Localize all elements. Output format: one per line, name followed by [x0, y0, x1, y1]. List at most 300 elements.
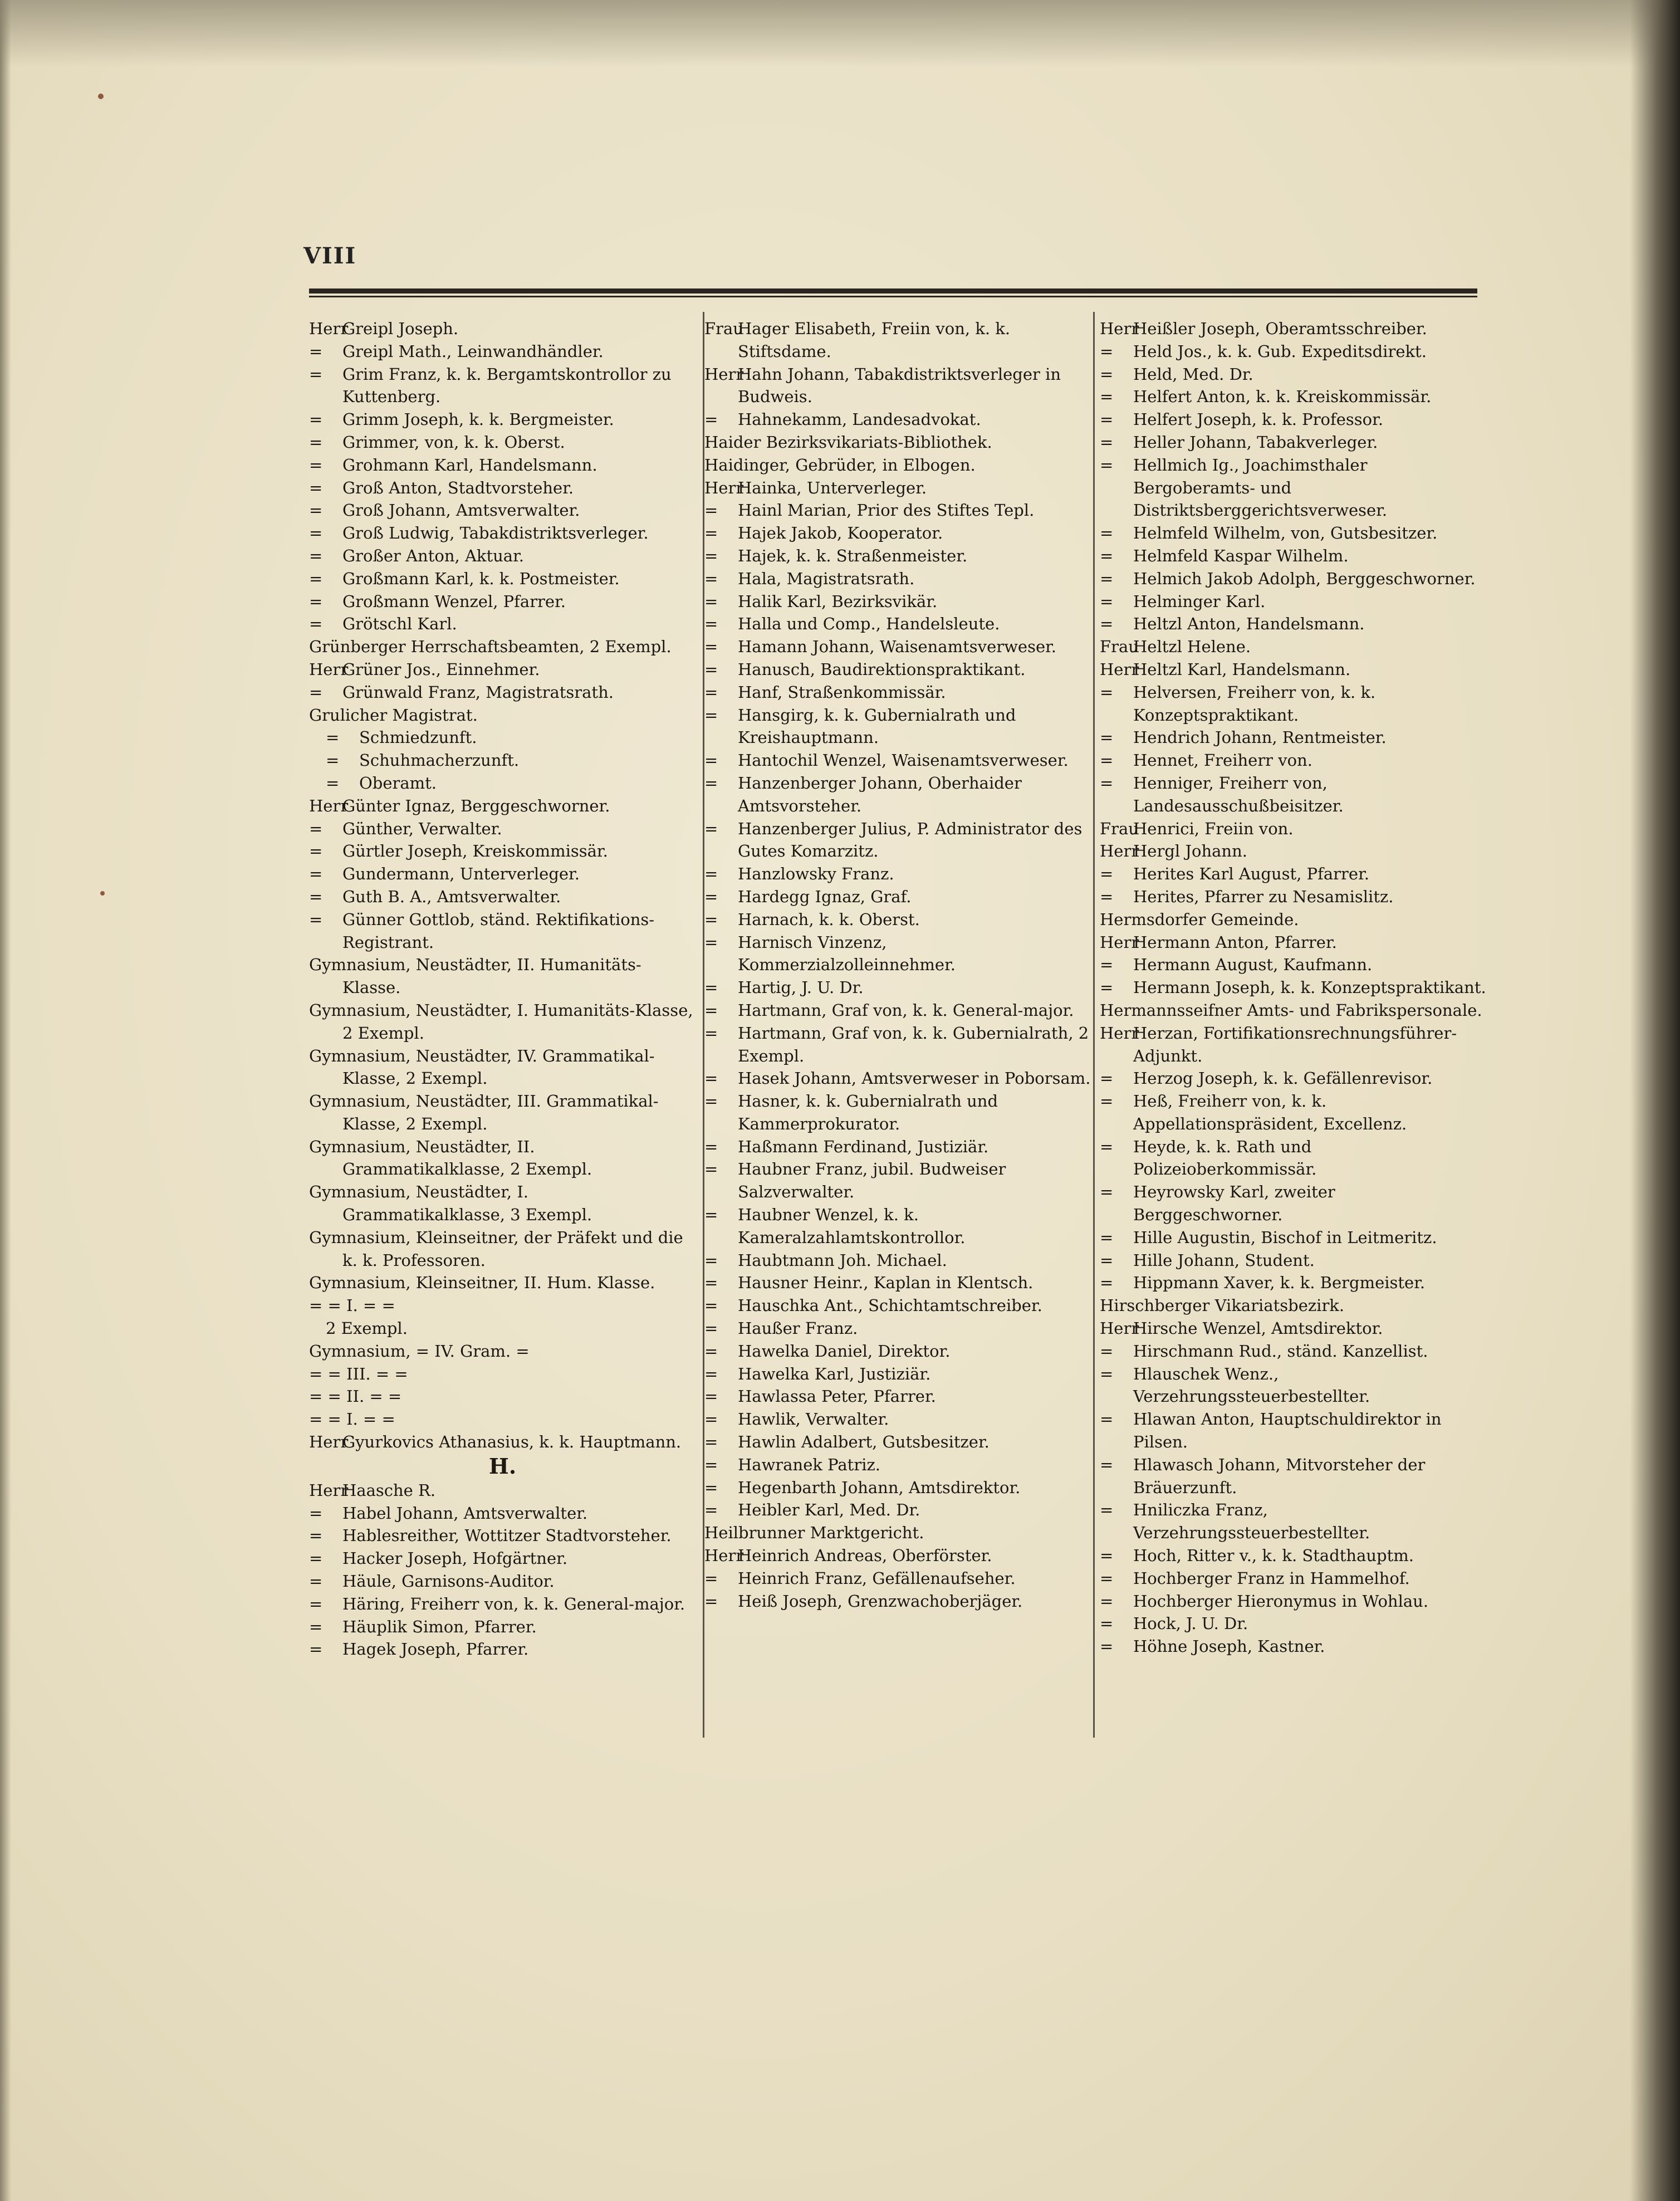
paper-speck [98, 94, 104, 99]
register-entry [1100, 1022, 1487, 1068]
entry-text: Gymnasium, Neustädter, I. Humanitäts-Klasse, 2 Exempl. [309, 1000, 693, 1043]
register-entry [704, 908, 1091, 931]
entry-text: Herites Karl August, Pfarrer. [1133, 864, 1369, 884]
register-entry [1100, 1612, 1487, 1635]
entry-text: Hanusch, Baudirektionspraktikant. [738, 659, 1026, 679]
entry-text: Hellmich Ig., Joachimsthaler Bergoberamts- und Distriktsberggerichtsverweser. [1133, 455, 1388, 520]
register-entry [704, 454, 1091, 477]
entry-text: Haßmann Ferdinand, Justiziär. [738, 1137, 989, 1156]
entry-text: Haußer Franz. [738, 1319, 858, 1338]
entry-text: Habel Johann, Amtsverwalter. [342, 1503, 588, 1523]
entry-text: Heilbrunner Marktgericht. [704, 1523, 924, 1543]
entry-title: = [1100, 455, 1114, 475]
entry-title: = [1100, 1250, 1114, 1270]
entry-title: = [309, 842, 323, 861]
entry-text: Heibler Karl, Med. Dr. [738, 1500, 920, 1520]
entry-text: Hermann Anton, Pfarrer. [1133, 932, 1337, 952]
register-entry [704, 408, 1091, 431]
entry-title: = [704, 1455, 718, 1474]
entry-title: = [1100, 978, 1114, 997]
scan-shadow-left [0, 0, 11, 2201]
entry-text: Grünwald Franz, Magistratsrath. [342, 682, 614, 702]
register-entry [1100, 1067, 1487, 1090]
entry-text: Hniliczka Franz, Verzehrungssteuerbestellter. [1133, 1500, 1370, 1543]
entry-title: = [1100, 1069, 1114, 1088]
register-entry [309, 1136, 696, 1181]
register-entry [1100, 840, 1487, 863]
entry-title: = [1100, 1637, 1114, 1656]
entry-text: Hartig, J. U. Dr. [738, 978, 864, 997]
entry-text: Grimmer, von, k. k. Oberst. [342, 432, 565, 452]
entry-title: = [704, 1160, 718, 1179]
entry-text: Gymnasium, Neustädter, III. Grammatikal-Klasse, 2 Exempl. [309, 1092, 659, 1133]
register-entry [704, 704, 1091, 750]
entry-text: Haider Bezirksvikariats-Bibliothek. [704, 432, 992, 452]
entry-text: Schuhmacherzunft. [359, 751, 520, 770]
register-entry [704, 1363, 1091, 1386]
register-entry [704, 1522, 1091, 1544]
entry-title: = [309, 569, 323, 588]
register-entry [704, 681, 1091, 704]
entry-title: = [1100, 955, 1114, 975]
entry-text: Hala, Magistratsrath. [738, 569, 915, 588]
register-entry [309, 1616, 696, 1638]
register-entry [309, 818, 696, 840]
entry-title: = [704, 1296, 718, 1315]
entry-text: Herzog Joseph, k. k. Gefällenrevisor. [1133, 1069, 1433, 1088]
entry-text: Günther, Verwalter. [342, 819, 502, 838]
entry-title: = [1100, 887, 1114, 906]
entry-text: Hlawasch Johann, Mitvorsteher der Bräuerzunft. [1133, 1455, 1426, 1497]
entry-text: Hainka, Unterverleger. [738, 478, 927, 497]
register-entry [309, 545, 696, 568]
entry-title: Herr [1100, 932, 1139, 952]
entry-text: Groß Johann, Amtsverwalter. [342, 501, 580, 520]
entry-text: Greipl Math., Leinwandhändler. [342, 341, 604, 361]
register-entry [704, 818, 1091, 863]
register-entry [309, 613, 696, 635]
register-entry [704, 886, 1091, 908]
register-entry [309, 1181, 696, 1226]
entry-text: Grohmann Karl, Handelsmann. [342, 455, 597, 475]
register-entry [1100, 1136, 1487, 1181]
register-entry [704, 1294, 1091, 1317]
entry-title: = [1100, 1137, 1114, 1156]
entry-title: = [309, 1594, 323, 1613]
register-entry [309, 317, 696, 340]
entry-text: Helmfeld Wilhelm, von, Gutsbesitzer. [1133, 524, 1438, 543]
entry-title: = [1100, 1568, 1114, 1588]
entry-title: = [1100, 1591, 1114, 1611]
register-entry [704, 590, 1091, 613]
entry-text: Halik Karl, Bezirksvikär. [738, 591, 938, 611]
register-entry [309, 408, 696, 431]
entry-title: = [704, 682, 718, 702]
entry-title: = [704, 637, 718, 657]
entry-title: = [704, 1341, 718, 1361]
entry-text: Günter Ignaz, Berggeschworner. [342, 796, 610, 815]
entry-title: = [704, 546, 718, 565]
register-entry [704, 1158, 1091, 1204]
entry-text: Großmann Karl, k. k. Postmeister. [342, 569, 620, 588]
register-entry [309, 1385, 696, 1408]
register-entry [704, 931, 1091, 977]
entry-text: Heltzl Anton, Handelsmann. [1133, 614, 1365, 634]
entry-text: Gyurkovics Athanasius, k. k. Hauptmann. [342, 1432, 682, 1452]
entry-title: = [704, 887, 718, 906]
register-entry [309, 477, 696, 500]
entry-text: Hausner Heinr., Kaplan in Klentsch. [738, 1273, 1034, 1293]
register-entry [1100, 363, 1487, 386]
register-entry [1100, 658, 1487, 681]
entry-text: Helminger Karl. [1133, 591, 1266, 611]
entry-title: = [704, 659, 718, 679]
entry-text: Hirsche Wenzel, Amtsdirektor. [1133, 1319, 1383, 1338]
entry-title: = [309, 864, 323, 884]
entry-title: = [1100, 569, 1114, 588]
entry-title: = [1100, 751, 1114, 770]
entry-text: Hippmann Xaver, k. k. Bergmeister. [1133, 1273, 1426, 1293]
entry-text: Heyrowsky Karl, zweiter Berggeschworner. [1133, 1182, 1335, 1225]
entry-title: = [309, 1640, 323, 1659]
entry-text: Hoch, Ritter v., k. k. Stadthauptm. [1133, 1546, 1414, 1566]
entry-text: Helmfeld Kaspar Wilhelm. [1133, 546, 1349, 565]
register-entry [704, 1067, 1091, 1090]
page-number: VIII [303, 243, 357, 269]
entry-title: = [704, 1023, 718, 1043]
register-entry [309, 1045, 696, 1090]
entry-text: Gymnasium, Kleinseitner, der Präfekt und die k. k. Professoren. [309, 1227, 683, 1270]
entry-title: = [704, 501, 718, 520]
register-entry [1100, 1294, 1487, 1317]
entry-text: = = I. = = [309, 1296, 395, 1315]
entry-text: Hasner, k. k. Gubernialrath und Kammerprokurator. [738, 1092, 998, 1133]
entry-text: Helfert Anton, k. k. Kreiskommissär. [1133, 387, 1432, 407]
entry-text: Hawelka Karl, Justiziär. [738, 1364, 931, 1383]
entry-text: Hermannsseifner Amts- und Fabrikspersonale. [1100, 1000, 1482, 1020]
entry-text: Gymnasium, Neustädter, II. Grammatikalklasse, 2 Exempl. [309, 1137, 592, 1179]
entry-text: Schmiedzunft. [359, 728, 477, 747]
entry-text: Held, Med. Dr. [1133, 364, 1253, 384]
entry-text: = = I. = = [309, 1410, 395, 1429]
entry-title: = [309, 455, 323, 475]
register-entry [309, 1638, 696, 1661]
entry-text: Großer Anton, Aktuar. [342, 546, 524, 565]
entry-text: Höhne Joseph, Kastner. [1133, 1637, 1325, 1656]
entry-title: Herr [309, 319, 349, 338]
entry-title: = [1100, 682, 1114, 702]
entry-text: Gymnasium, Neustädter, IV. Grammatikal-Klasse, 2 Exempl. [309, 1046, 655, 1088]
entry-text: Heinrich Franz, Gefällenaufseher. [738, 1568, 1016, 1588]
entry-text: Haubtmann Joh. Michael. [738, 1250, 947, 1270]
entry-title: = [704, 591, 718, 611]
register-entry [1100, 749, 1487, 772]
entry-title: Herr [1100, 1319, 1139, 1338]
entry-title: = [704, 773, 718, 793]
register-entry [704, 1454, 1091, 1476]
entry-text: = = III. = = [309, 1364, 408, 1383]
register-entry [704, 522, 1091, 545]
entry-title: = [1100, 364, 1114, 384]
register-entry [704, 1340, 1091, 1363]
register-entry [309, 1090, 696, 1136]
entry-title: Herr [309, 796, 349, 815]
register-entry [1100, 545, 1487, 568]
register-entry [309, 454, 696, 477]
register-entry [704, 477, 1091, 500]
paper-speck [100, 891, 105, 896]
entry-text: Oberamt. [359, 773, 437, 793]
entry-title: = [309, 819, 323, 838]
entry-text: Hawlik, Verwalter. [738, 1410, 889, 1429]
entry-title: = [1100, 387, 1114, 407]
entry-text: Herites, Pfarrer zu Nesamislitz. [1133, 887, 1394, 906]
entry-title: = [309, 478, 323, 497]
entry-title: = [1100, 1410, 1114, 1429]
register-entry [704, 1249, 1091, 1272]
entry-text: Grim Franz, k. k. Bergamtskontrollor zu Kuttenberg. [342, 364, 672, 407]
entry-title: = [704, 524, 718, 543]
register-entry [309, 1502, 696, 1525]
entry-title: = [704, 1432, 718, 1452]
entry-title: = [1100, 728, 1114, 747]
entry-text: Hagek Joseph, Pfarrer. [342, 1640, 529, 1659]
entry-title: = [309, 1549, 323, 1568]
register-entry [309, 1547, 696, 1570]
register-entry [1100, 1090, 1487, 1136]
entry-title: Herr [1100, 659, 1139, 679]
entry-title: = [704, 1250, 718, 1270]
register-entry [1100, 1567, 1487, 1590]
column-left [309, 317, 696, 1661]
entry-title: = [704, 1591, 718, 1611]
register-entry [309, 795, 696, 818]
entry-title: = [704, 1205, 718, 1225]
entry-text: Hartmann, Graf von, k. k. Gubernialrath, 2 Exempl. [738, 1023, 1089, 1065]
entry-text: Heß, Freiherr von, k. k. Appellationspräsident, Excellenz. [1133, 1092, 1407, 1133]
entry-text: Hochberger Franz in Hammelhof. [1133, 1568, 1410, 1588]
entry-title: = [704, 1500, 718, 1520]
entry-text: Herzan, Fortifikationsrechnungsführer-Adjunkt. [1133, 1023, 1457, 1065]
register-entry [704, 545, 1091, 568]
entry-title: = [1100, 432, 1114, 452]
entry-title: = [326, 728, 340, 747]
entry-title: Herr [1100, 1023, 1139, 1043]
entry-text: Hawlassa Peter, Pfarrer. [738, 1387, 936, 1406]
register-entry [1100, 408, 1487, 431]
entry-title: = [309, 501, 323, 520]
entry-title: = [1100, 1364, 1114, 1383]
entry-title: = [1100, 864, 1114, 884]
column-right [1100, 317, 1487, 1658]
entry-text: Greipl Joseph. [342, 319, 459, 338]
entry-text: Heltzl Helene. [1133, 637, 1251, 657]
entry-text: Hendrich Johann, Rentmeister. [1133, 728, 1387, 747]
scan-shadow-right [1630, 0, 1680, 2201]
entry-title: Herr [704, 364, 744, 384]
entry-title: = [704, 751, 718, 770]
register-entry [704, 1476, 1091, 1499]
register-entry [309, 568, 696, 590]
entry-text: Hahn Johann, Tabakdistriktsverleger in Budweis. [738, 364, 1061, 407]
register-entry [704, 658, 1091, 681]
entry-text: Günner Gottlob, ständ. Rektifikations-Registrant. [342, 909, 655, 952]
entry-title: = [1100, 773, 1114, 793]
register-entry [1100, 931, 1487, 954]
register-entry [1100, 590, 1487, 613]
entry-title: = [1100, 1614, 1114, 1633]
entry-text: Hawlin Adalbert, Gutsbesitzer. [738, 1432, 990, 1452]
register-entry [1100, 635, 1487, 658]
entry-text: Hille Johann, Student. [1133, 1250, 1315, 1270]
entry-text: Gymnasium, Neustädter, II. Humanitäts-Klasse. [309, 955, 641, 997]
register-entry [309, 886, 696, 908]
register-entry [1100, 976, 1487, 999]
entry-text: Hawranek Patriz. [738, 1455, 880, 1474]
register-entry [704, 613, 1091, 635]
register-entry [704, 1385, 1091, 1408]
entry-title: = [704, 1568, 718, 1588]
register-entry [309, 431, 696, 454]
register-entry [704, 863, 1091, 886]
column-middle [704, 317, 1091, 1612]
column-divider [1093, 312, 1095, 1738]
entry-title: = [309, 614, 323, 634]
entry-title: = [1100, 1341, 1114, 1361]
register-entry [1100, 1408, 1487, 1454]
entry-text: Guth B. A., Amtsverwalter. [342, 887, 561, 906]
register-entry [704, 635, 1091, 658]
register-entry [309, 1317, 696, 1340]
entry-title: Frau [1100, 637, 1139, 657]
register-entry [309, 635, 696, 658]
register-entry [1100, 818, 1487, 840]
register-entry [309, 953, 696, 999]
entry-text: Haidinger, Gebrüder, in Elbogen. [704, 455, 976, 475]
entry-title: = [1100, 546, 1114, 565]
register-entry [704, 749, 1091, 772]
entry-title: = [309, 1617, 323, 1636]
entry-title: = [1100, 614, 1114, 634]
register-entry [1100, 863, 1487, 886]
entry-title: = [1100, 1273, 1114, 1293]
entry-text: 2 Exempl. [326, 1319, 408, 1338]
entry-text: Haubner Franz, jubil. Budweiser Salzverwalter. [738, 1160, 1006, 1202]
entry-title: = [704, 569, 718, 588]
entry-title: = [1100, 410, 1114, 429]
entry-title: = [309, 682, 323, 702]
entry-text: Hajek, k. k. Straßenmeister. [738, 546, 968, 565]
entry-text: Hille Augustin, Bischof in Leitmeritz. [1133, 1227, 1437, 1247]
entry-text: Haubner Wenzel, k. k. Kameralzahlamtskontrollor. [738, 1205, 966, 1247]
register-entry [704, 499, 1091, 522]
entry-title: Herr [704, 1546, 744, 1566]
register-entry [704, 976, 1091, 999]
entry-title: = [309, 410, 323, 429]
entry-title: = [704, 1387, 718, 1406]
entry-title: = [1100, 341, 1114, 361]
register-entry [1100, 1635, 1487, 1658]
entry-text: Hacker Joseph, Hofgärtner. [342, 1549, 568, 1568]
register-entry [309, 1363, 696, 1386]
entry-text: Harnisch Vinzenz, Kommerzialzolleinnehmer. [738, 932, 956, 975]
entry-title: = [704, 1000, 718, 1020]
register-entry [1100, 772, 1487, 818]
entry-text: Helmich Jakob Adolph, Berggeschworner. [1133, 569, 1476, 588]
entry-text: Hirschmann Rud., ständ. Kanzellist. [1133, 1341, 1428, 1361]
entry-text: Grimm Joseph, k. k. Bergmeister. [342, 410, 614, 429]
entry-text: Hainl Marian, Prior des Stiftes Tepl. [738, 501, 1035, 520]
entry-title: Herr [704, 478, 744, 497]
entry-text: Hennet, Freiherr von. [1133, 751, 1313, 770]
entry-title: = [704, 1364, 718, 1383]
entry-title: = [704, 864, 718, 884]
header-rule-thin [309, 296, 1477, 297]
entry-text: Hergl Johann. [1133, 842, 1247, 861]
register-entry [1100, 1181, 1487, 1226]
register-entry [1100, 999, 1487, 1022]
entry-title: = [1100, 1455, 1114, 1474]
entry-text: Hanf, Straßenkommissär. [738, 682, 946, 702]
register-entry [704, 1090, 1091, 1136]
entry-text: Gymnasium, Neustädter, I. Grammatikalklasse, 3 Exempl. [309, 1182, 592, 1225]
entry-title: = [704, 1137, 718, 1156]
register-entry [704, 1544, 1091, 1567]
register-entry [1100, 1363, 1487, 1408]
entry-title: = [704, 1092, 718, 1111]
register-entry [704, 568, 1091, 590]
entry-title: = [309, 364, 323, 384]
register-entry [1100, 1544, 1487, 1567]
register-entry [309, 1593, 696, 1616]
entry-text: Hermsdorfer Gemeinde. [1100, 909, 1299, 929]
entry-text: Hartmann, Graf von, k. k. General-major. [738, 1000, 1074, 1020]
register-entry [309, 772, 696, 795]
register-entry [309, 590, 696, 613]
register-entry [309, 1226, 696, 1272]
entry-title: = [1100, 591, 1114, 611]
register-entry [704, 1204, 1091, 1249]
register-entry [309, 1570, 696, 1593]
register-entry [1100, 1226, 1487, 1249]
entry-text: Hegenbarth Johann, Amtsdirektor. [738, 1478, 1021, 1497]
entry-text: Hock, J. U. Dr. [1133, 1614, 1248, 1633]
entry-text: Hermann August, Kaufmann. [1133, 955, 1373, 975]
register-entry [309, 1340, 696, 1363]
entry-title: = [309, 1526, 323, 1545]
entry-text: Henniger, Freiherr von, Landesausschußbeisitzer. [1133, 773, 1344, 815]
register-entry [704, 363, 1091, 409]
entry-title: = [1100, 1227, 1114, 1247]
register-entry [704, 1317, 1091, 1340]
register-entry [704, 317, 1091, 363]
entry-text: Gundermann, Unterverleger. [342, 864, 580, 884]
entry-title: = [704, 705, 718, 725]
header-rule-thick [309, 288, 1477, 294]
entry-text: Groß Anton, Stadtvorsteher. [342, 478, 574, 497]
register-entry [1100, 317, 1487, 340]
register-entry [704, 1136, 1091, 1158]
entry-text: Hajek Jakob, Kooperator. [738, 524, 943, 543]
entry-title: = [1100, 1092, 1114, 1111]
register-entry [309, 363, 696, 409]
entry-title: = [326, 773, 340, 793]
entry-title: = [704, 614, 718, 634]
entry-title: = [1100, 524, 1114, 543]
register-entry [309, 749, 696, 772]
entry-text: Hochberger Hieronymus in Wohlau. [1133, 1591, 1429, 1611]
entry-text: Hasek Johann, Amtsverweser in Poborsam. [738, 1069, 1091, 1088]
